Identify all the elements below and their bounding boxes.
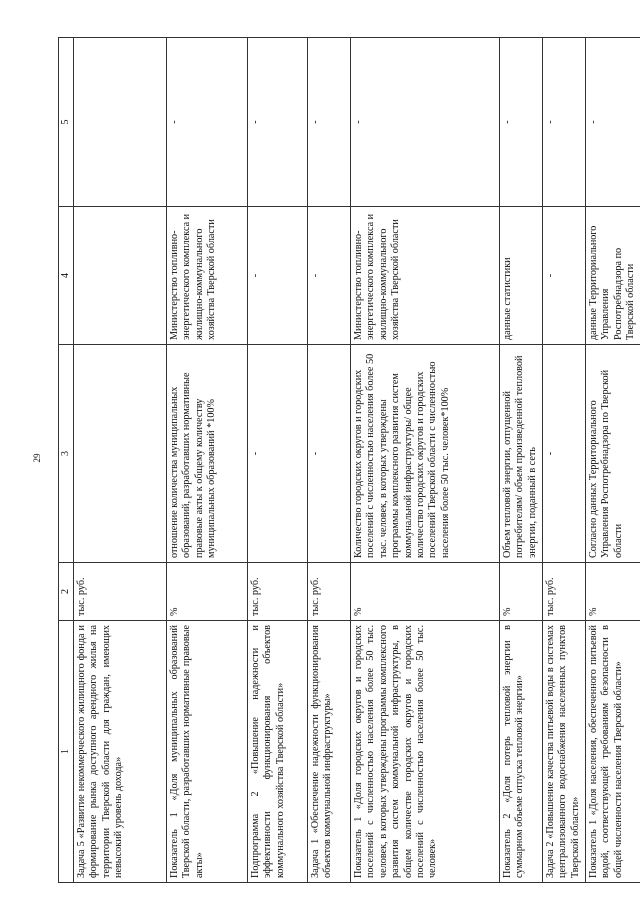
cell-name: Показатель 1 «Доля муниципальных образований Тверской области, разработавших нормативные правовые акты»: [167, 621, 248, 883]
cell-formula: -: [248, 345, 308, 563]
table-row: [248, 38, 308, 883]
cell-source: -: [543, 207, 586, 345]
cell-source: Министерство топливно-энергетического комплекса и жилищно-коммунального хозяйства Тверской области: [351, 207, 500, 345]
cell-unit: %: [167, 563, 248, 621]
header-row: [59, 38, 74, 883]
cell-note: -: [167, 38, 248, 207]
cell-name: Подпрограмма 2 «Повышение надежности и эффективности функционирования объектов коммунального хозяйства Тверской области»: [248, 621, 308, 883]
cell-source: -: [308, 207, 351, 345]
cell-unit: тыс. руб.: [248, 563, 308, 621]
cell-source: -: [248, 207, 308, 345]
cell-unit: %: [500, 563, 543, 621]
cell-formula: Согласно данных Территориального Управления Роспотребнадзора по Тверской области: [586, 345, 640, 563]
cell-name: Показатель 2 «Доля потерь тепловой энергии в суммарном объеме отпуска тепловой энергии»: [500, 621, 543, 883]
cell-unit: %: [351, 563, 500, 621]
indicator-table: [58, 37, 640, 883]
cell-formula: Объем тепловой энергии, отпущенной потребителям/ объем произведенной тепловой энергии, поданный в сеть: [500, 345, 543, 563]
page-number: 29: [32, 453, 42, 463]
cell-formula: Количество городских округов и городских поселений с численностью населения более 50 тыс. человек, в которых утверждены программы комплексного развития систем коммунальной инфраструктуры/ общее количество городских округов и городских поселений Тверской области с численностью населения более 50 тыс. человек*100%: [351, 345, 500, 563]
cell-unit: тыс. руб.: [543, 563, 586, 621]
table-row: [308, 38, 351, 883]
rotated-page: [32, 38, 637, 883]
cell-note: -: [308, 38, 351, 207]
cell-note: -: [248, 38, 308, 207]
table-row: [74, 38, 167, 883]
table-row: [543, 38, 586, 883]
table-sheet: [32, 38, 637, 883]
column-header: 5: [59, 38, 74, 207]
table-row: [586, 38, 640, 883]
cell-formula: -: [543, 345, 586, 563]
cell-unit: %: [586, 563, 640, 621]
cell-source: данные Территориального Управления Роспотребнадзора по Тверской области: [586, 207, 640, 345]
cell-note: -: [543, 38, 586, 207]
cell-name: Задача 2 «Повышение качества питьевой воды в системах централизованного водоснабжения населенных пунктов Тверской области»: [543, 621, 586, 883]
cell-formula: -: [308, 345, 351, 563]
cell-note: [74, 38, 167, 207]
table-row: [500, 38, 543, 883]
cell-name: Показатель 1 «Доля городских округов и городских поселений с численностью населения более 50 тыс. человек, в которых утверждены программы комплексного развития систем коммунальной инфраструктуры, в общем количестве городских округов и городских поселений с численностью населения более 50 тыс. человек»: [351, 621, 500, 883]
table-row: [351, 38, 500, 883]
cell-unit: тыс. руб.: [74, 563, 167, 621]
column-header: 2: [59, 563, 74, 621]
cell-formula: [74, 345, 167, 563]
cell-source: Министерство топливно-энергетического комплекса и жилищно-коммунального хозяйства Тверской области: [167, 207, 248, 345]
column-header: 3: [59, 345, 74, 563]
column-header: 1: [59, 621, 74, 883]
cell-note: -: [500, 38, 543, 207]
column-header: 4: [59, 207, 74, 345]
cell-note: -: [351, 38, 500, 207]
cell-source: данные статистики: [500, 207, 543, 345]
cell-source: [74, 207, 167, 345]
table-row: [167, 38, 248, 883]
cell-name: Показатель 1 «Доля населения, обеспеченного питьевой водой, соответствующей требованиям безопасности в общей численности населения Тверской области»: [586, 621, 640, 883]
cell-name: Задача 1 «Обеспечение надежности функционирования объектов коммунальной инфраструктуры»: [308, 621, 351, 883]
cell-formula: отношение количества муниципальных образований, разработавших нормативные правовые акты к общему количеству муниципальных образований *100%: [167, 345, 248, 563]
cell-unit: тыс. руб.: [308, 563, 351, 621]
cell-note: -: [586, 38, 640, 207]
cell-name: Задача 5 «Развитие некоммерческого жилищного фонда и формирование рынка доступного арендного жилья на территории Тверской области для граждан, имеющих невысокий уровень дохода»: [74, 621, 167, 883]
